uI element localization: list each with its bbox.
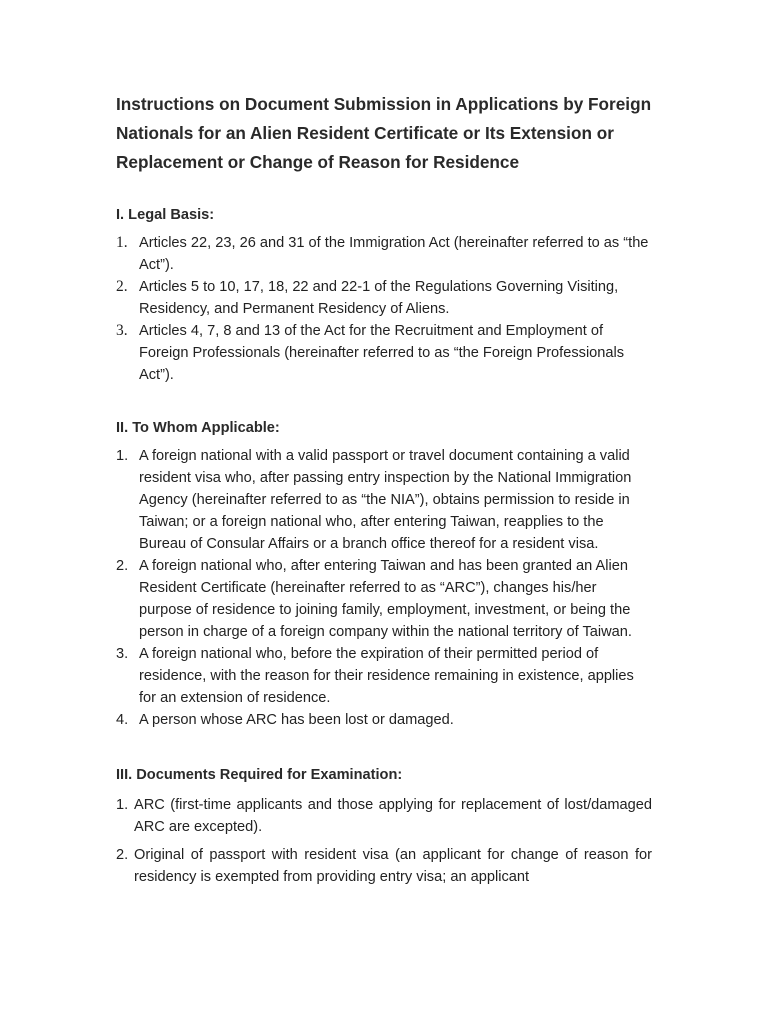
- list-item-number: 2.: [116, 847, 129, 863]
- section-heading: I. Legal Basis:: [116, 207, 215, 223]
- section-heading: II. To Whom Applicable:: [116, 420, 280, 436]
- list-item-text: ARC (first-time applicants and those applying for replacement of lost/damaged ARC are excepted).: [134, 797, 652, 835]
- list-item-text: A foreign national who, after entering Taiwan and has been granted an Alien Resident Certificate (hereinafter referred to as “ARC”), changes his/her purpose of residence to joining family, employment, investment, or being the person in charge of a foreign company within the national territory of Taiwan.: [139, 558, 632, 640]
- list-item-number: 1.: [116, 797, 129, 813]
- list-item-text: Articles 22, 23, 26 and 31 of the Immigration Act (hereinafter referred to as “the Act”).: [139, 235, 649, 273]
- list-item: [116, 794, 652, 838]
- list-item: [116, 276, 652, 320]
- section-documents-required: [116, 765, 652, 888]
- list-item-number: 3.: [116, 646, 129, 662]
- legal-basis-list: [116, 232, 652, 386]
- list-item-number: 4.: [116, 712, 129, 728]
- list-item-text: Original of passport with resident visa (an applicant for change of reason for residency is exempted from providing entry visa; an applicant: [134, 847, 652, 885]
- document-page: [116, 90, 652, 894]
- list-item-text: Articles 5 to 10, 17, 18, 22 and 22-1 of the Regulations Governing Visiting, Residency, and Permanent Residency of Aliens.: [139, 279, 619, 317]
- list-item-number: 2.: [116, 558, 129, 574]
- list-item: [116, 445, 652, 555]
- list-item-text: A person whose ARC has been lost or damaged.: [139, 712, 454, 728]
- list-item-text: A foreign national who, before the expiration of their permitted period of residence, with the reason for their residence remaining in existence, applies for an extension of residence.: [139, 646, 634, 706]
- list-item-number: 1.: [116, 448, 129, 464]
- section-legal-basis: [116, 205, 652, 386]
- list-item-text: A foreign national with a valid passport or travel document containing a valid resident visa who, after passing entry inspection by the National Immigration Agency (hereinafter referred to as “the NIA”), obtains permission to reside in Taiwan; or a foreign national who, after entering Taiwan, reapplies to the Bureau of Consular Affairs or a branch office thereof for a resident visa.: [139, 448, 632, 552]
- section-to-whom-applicable: [116, 418, 652, 731]
- document-title: Instructions on Document Submission in Applications by Foreign Nationals for an Alien Resident Certificate or Its Extension or Replacement or Change of Reason for Residence: [116, 94, 652, 172]
- list-item: [116, 555, 652, 643]
- list-item: [116, 320, 652, 386]
- applicability-list: [116, 445, 652, 731]
- section-heading: III. Documents Required for Examination:: [116, 767, 403, 783]
- list-item-number: 1.: [116, 234, 128, 251]
- list-item: [116, 232, 652, 276]
- list-item-text: Articles 4, 7, 8 and 13 of the Act for the Recruitment and Employment of Foreign Professionals (hereinafter referred to as “the Foreign Professionals Act”).: [139, 323, 625, 383]
- list-item: [116, 844, 652, 888]
- list-item-number: 2.: [116, 278, 128, 295]
- documents-list: [116, 794, 652, 888]
- list-item: [116, 709, 652, 731]
- list-item-number: 3.: [116, 322, 128, 339]
- list-item: [116, 643, 652, 709]
